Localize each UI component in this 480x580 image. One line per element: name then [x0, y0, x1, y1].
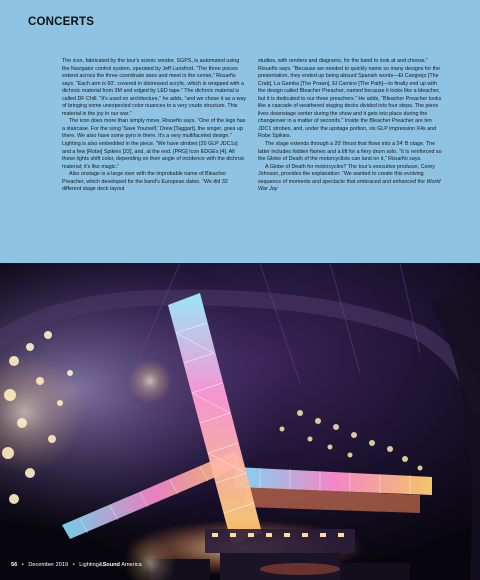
section-title: CONCERTS: [28, 16, 95, 28]
article-paragraph-text: A Globe of Death for motorcycles? The tour's executive producer, Corey Johnson, provides the explanation: “We wanted to create this evolving sequence of moments and spectacle that embraced and enhanced the: [258, 163, 435, 185]
magazine-name: [79, 562, 142, 568]
footer-separator: •: [21, 562, 24, 568]
page-footer: [11, 562, 142, 568]
article-column-left: [62, 58, 248, 194]
article-paragraph: Also onstage is a large riser with the improbable name of Bleacher Preacher, which developed for the band's European dates. “We did 32 different stage deck layout: [62, 171, 228, 193]
footer-separator: •: [72, 562, 75, 568]
article-paragraph: [258, 164, 444, 194]
magazine-name-america: America: [121, 562, 142, 568]
page-number: 56: [11, 562, 18, 568]
magazine-name-sound: Sound: [102, 562, 120, 568]
magazine-name-amp: &: [98, 562, 103, 568]
article-paragraph: studies, with renders and diagrams, for the band to look at and choose,” Risueño says. “Because we needed to quickly name so many designs for the presentation, they ended up being absurd Spanish words—El Cangrejo [The Crab], La Gamba [The Prawn], El Camino [The Path]—to finally end up with the design called Bleacher Preacher, named because it looks like a bleacher, but it is dedicated to our three preachers.” He adds, “Bleacher Preacher looks like a cascade of weathered staging decks divided into four steps. The piece lives downstage center during the show and it gets into place during the changeover in a matter of seconds.” Inside the Bleacher Preacher are ten JDC1 strobes, and, under the upstage portion, six GLP impression X4s and Robe Spikies.: [258, 58, 442, 140]
magazine-name-lighting: Lighting: [79, 562, 99, 568]
tour-name-italic: World War Joy: [258, 178, 441, 193]
article-paragraph: The icon, fabricated by the tour's scenic vendor, SGPS, is automated using the Navigator control system, operated by Jeff Lunsford. “The three pieces extend across the three coordinate axes and meet in the center,” Risueño says. “Each arm is 60', covered in distressed acrylic, which is wrapped with a dichroic material from 3M and edged by LED tape.” The dichroic material is called DF Chill. “It's used on architecture,” he adds, “and we chose it as a way of bringing some unexpected color nuances to a very crude structure. This material is the joy in our war.”: [62, 58, 246, 117]
concert-stage-photo: [0, 263, 480, 580]
article-paragraph: The icon does more than simply move, Risueño says. “One of the legs has a staircase. For the song 'Save Yourself,' Drew [Taggart], the singer, goes up there. We also have some pyro in there. It's a very multifaceted design.” Lighting is also embedded in the piece. “We have strobes [20 GLP JDC1s] and a few [Robe] Spikies [22], and, at the end, [PRG] Icon EDGEs [4]. All these lights shift color, depending on their angle of incidence with the dichroic material; it's like magic.”: [62, 118, 246, 170]
article-column-right: [258, 58, 444, 194]
article-paragraph: The stage extends through a 20' thrust that flows into a 24' B stage. The latter includes hidden flames and a lift for a fiery drum solo. “It is reinforced so the Globe of Death of the motorcyclists can land on it,” Risueño says.: [258, 141, 442, 163]
issue-date: December 2019: [28, 562, 69, 568]
